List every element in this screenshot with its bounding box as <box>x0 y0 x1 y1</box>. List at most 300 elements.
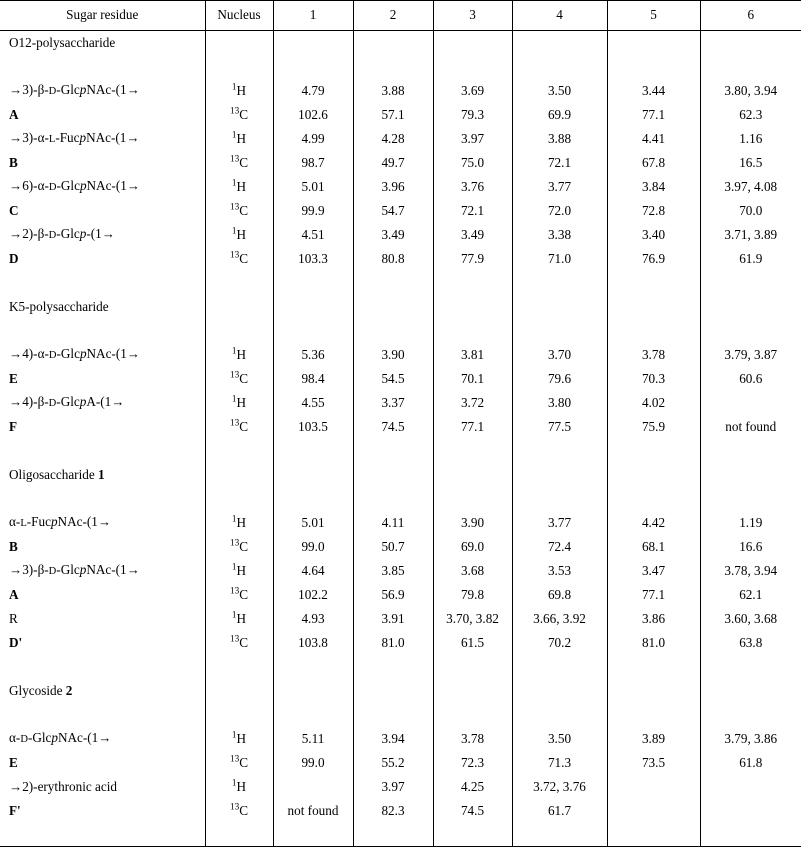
shift-value-position-6: not found <box>700 415 801 439</box>
spacer-cell <box>700 655 801 679</box>
spacer-cell <box>433 487 512 511</box>
section-empty-cell <box>700 679 801 703</box>
shift-value-position-5: 81.0 <box>607 631 700 655</box>
spacer-cell <box>607 823 700 847</box>
shift-value-position-2: 4.28 <box>353 127 433 151</box>
shift-value-position-2: 74.5 <box>353 415 433 439</box>
nucleus-label: $^{13}$C <box>205 103 273 127</box>
shift-value-position-5: 72.8 <box>607 199 700 223</box>
spacer-cell <box>512 319 607 343</box>
spacer-cell <box>205 319 273 343</box>
residue-label: D' <box>9 634 23 650</box>
section-empty-cell <box>273 295 353 319</box>
table-row <box>0 367 801 391</box>
residue-label: →4)-α-D-GlcpNAc-(1→ <box>9 346 140 362</box>
shift-value-position-3: 3.49 <box>433 223 512 247</box>
spacer-cell <box>512 439 607 463</box>
spacer-cell <box>700 271 801 295</box>
shift-value-position-6: 3.60, 3.68 <box>700 607 801 631</box>
nucleus-label: $^1$H <box>205 79 273 103</box>
table-row <box>0 583 801 607</box>
shift-value-position-2: 55.2 <box>353 751 433 775</box>
spacer-cell <box>273 655 353 679</box>
spacer-cell <box>607 439 700 463</box>
shift-value-position-3: 72.3 <box>433 751 512 775</box>
shift-value-position-1: 5.36 <box>273 343 353 367</box>
shift-value-position-1: 99.0 <box>273 751 353 775</box>
section-empty-cell <box>607 31 700 55</box>
table-row <box>0 127 801 151</box>
section-empty-cell <box>205 679 273 703</box>
shift-value-position-2: 3.97 <box>353 775 433 799</box>
shift-value-position-4: 3.53 <box>512 559 607 583</box>
nucleus-label: $^1$H <box>205 127 273 151</box>
section-empty-cell <box>353 295 433 319</box>
residue-label: A <box>9 106 19 122</box>
shift-value-position-3: 3.90 <box>433 511 512 535</box>
shift-value-position-1: 98.7 <box>273 151 353 175</box>
section-title: Oligosaccharide 1 <box>9 466 105 482</box>
spacer-cell <box>433 823 512 847</box>
spacer-cell <box>512 703 607 727</box>
shift-value-position-3: 61.5 <box>433 631 512 655</box>
section-header-row <box>0 31 801 55</box>
column-header-position-5: 5 <box>607 1 700 31</box>
column-header-position-6: 6 <box>700 1 801 31</box>
shift-value-position-3: 3.78 <box>433 727 512 751</box>
spacer-cell <box>512 655 607 679</box>
shift-value-position-4: 72.0 <box>512 199 607 223</box>
header-row <box>0 1 801 31</box>
column-header-position-3: 3 <box>433 1 512 31</box>
table-row <box>0 79 801 103</box>
section-empty-cell <box>607 295 700 319</box>
residue-label: →4)-β-D-GlcpA-(1→ <box>9 394 125 410</box>
spacer-row <box>0 439 801 463</box>
spacer-cell <box>512 823 607 847</box>
shift-value-position-5: 3.86 <box>607 607 700 631</box>
table-row <box>0 175 801 199</box>
shift-value-position-4: 3.50 <box>512 79 607 103</box>
shift-value-position-1: not found <box>273 799 353 823</box>
shift-value-position-1: 4.64 <box>273 559 353 583</box>
spacer-cell <box>607 271 700 295</box>
shift-value-position-5: 68.1 <box>607 535 700 559</box>
section-empty-cell <box>273 463 353 487</box>
shift-value-position-6: 3.71, 3.89 <box>700 223 801 247</box>
nucleus-label: $^1$H <box>205 175 273 199</box>
residue-label: E <box>9 754 18 770</box>
section-title: Glycoside 2 <box>9 682 73 698</box>
spacer-cell <box>205 439 273 463</box>
spacer-cell <box>205 55 273 79</box>
shift-value-position-2: 3.88 <box>353 79 433 103</box>
shift-value-position-5: 4.41 <box>607 127 700 151</box>
table-row <box>0 799 801 823</box>
shift-value-position-3: 72.1 <box>433 199 512 223</box>
shift-value-position-3: 3.72 <box>433 391 512 415</box>
spacer-cell <box>700 55 801 79</box>
spacer-cell <box>273 439 353 463</box>
shift-value-position-2: 57.1 <box>353 103 433 127</box>
nucleus-label: $^1$H <box>205 391 273 415</box>
shift-value-position-3: 3.81 <box>433 343 512 367</box>
shift-value-position-5: 75.9 <box>607 415 700 439</box>
spacer-row <box>0 319 801 343</box>
shift-value-position-6: 70.0 <box>700 199 801 223</box>
shift-value-position-2: 56.9 <box>353 583 433 607</box>
spacer-cell <box>433 439 512 463</box>
table-row <box>0 727 801 751</box>
residue-label: →3)-β-D-GlcpNAc-(1→ <box>9 82 140 98</box>
shift-value-position-6 <box>700 391 801 415</box>
table-header <box>0 1 801 31</box>
spacer-cell <box>433 55 512 79</box>
shift-value-position-2: 49.7 <box>353 151 433 175</box>
shift-value-position-3: 77.9 <box>433 247 512 271</box>
shift-value-position-4: 3.88 <box>512 127 607 151</box>
shift-value-position-1: 103.5 <box>273 415 353 439</box>
section-empty-cell <box>512 463 607 487</box>
section-empty-cell <box>512 31 607 55</box>
table-row <box>0 511 801 535</box>
spacer-row <box>0 655 801 679</box>
shift-value-position-1: 5.11 <box>273 727 353 751</box>
shift-value-position-3: 3.76 <box>433 175 512 199</box>
shift-value-position-4: 71.3 <box>512 751 607 775</box>
column-header-position-4: 4 <box>512 1 607 31</box>
table-row <box>0 343 801 367</box>
column-header-position-1: 1 <box>273 1 353 31</box>
shift-value-position-4: 3.66, 3.92 <box>512 607 607 631</box>
shift-value-position-6: 1.16 <box>700 127 801 151</box>
section-empty-cell <box>607 463 700 487</box>
spacer-cell <box>353 823 433 847</box>
shift-value-position-5: 3.89 <box>607 727 700 751</box>
table-row <box>0 103 801 127</box>
shift-value-position-3: 3.69 <box>433 79 512 103</box>
table-row <box>0 415 801 439</box>
spacer-row <box>0 55 801 79</box>
shift-value-position-3: 75.0 <box>433 151 512 175</box>
section-empty-cell <box>607 679 700 703</box>
shift-value-position-1: 103.3 <box>273 247 353 271</box>
nucleus-label: $^1$H <box>205 775 273 799</box>
section-empty-cell <box>433 31 512 55</box>
nucleus-label: $^1$H <box>205 559 273 583</box>
spacer-cell <box>0 271 205 295</box>
residue-label: →6)-α-D-GlcpNAc-(1→ <box>9 178 140 194</box>
section-empty-cell <box>433 679 512 703</box>
shift-value-position-2: 50.7 <box>353 535 433 559</box>
shift-value-position-6: 3.79, 3.87 <box>700 343 801 367</box>
spacer-cell <box>205 271 273 295</box>
section-empty-cell <box>700 295 801 319</box>
spacer-cell <box>607 55 700 79</box>
spacer-cell <box>205 487 273 511</box>
section-empty-cell <box>353 679 433 703</box>
spacer-cell <box>353 319 433 343</box>
spacer-cell <box>0 655 205 679</box>
spacer-cell <box>0 487 205 511</box>
shift-value-position-4: 77.5 <box>512 415 607 439</box>
shift-value-position-5: 3.47 <box>607 559 700 583</box>
shift-value-position-1 <box>273 775 353 799</box>
shift-value-position-3: 74.5 <box>433 799 512 823</box>
shift-value-position-2: 54.5 <box>353 367 433 391</box>
residue-label: α-L-FucpNAc-(1→ <box>9 514 112 530</box>
spacer-cell <box>433 271 512 295</box>
shift-value-position-6: 3.80, 3.94 <box>700 79 801 103</box>
shift-value-position-5: 77.1 <box>607 103 700 127</box>
shift-value-position-1: 4.79 <box>273 79 353 103</box>
section-empty-cell <box>353 463 433 487</box>
nucleus-label: $^{13}$C <box>205 751 273 775</box>
shift-value-position-2: 80.8 <box>353 247 433 271</box>
section-empty-cell <box>273 31 353 55</box>
shift-value-position-6: 63.8 <box>700 631 801 655</box>
shift-value-position-3: 79.3 <box>433 103 512 127</box>
shift-value-position-5 <box>607 799 700 823</box>
spacer-cell <box>273 271 353 295</box>
spacer-cell <box>273 703 353 727</box>
shift-value-position-6: 62.3 <box>700 103 801 127</box>
table-body <box>0 31 801 847</box>
spacer-cell <box>273 55 353 79</box>
residue-label: E <box>9 370 18 386</box>
nucleus-label: $^{13}$C <box>205 415 273 439</box>
spacer-cell <box>607 703 700 727</box>
residue-label: R <box>9 610 18 626</box>
table-row <box>0 391 801 415</box>
shift-value-position-1: 102.6 <box>273 103 353 127</box>
shift-value-position-2: 3.49 <box>353 223 433 247</box>
shift-value-position-6: 60.6 <box>700 367 801 391</box>
spacer-cell <box>0 703 205 727</box>
section-empty-cell <box>433 295 512 319</box>
shift-value-position-6 <box>700 775 801 799</box>
spacer-cell <box>353 439 433 463</box>
spacer-cell <box>700 319 801 343</box>
nucleus-label: $^{13}$C <box>205 583 273 607</box>
nucleus-label: $^{13}$C <box>205 799 273 823</box>
shift-value-position-2: 3.94 <box>353 727 433 751</box>
residue-label: C <box>9 202 19 218</box>
shift-value-position-4: 3.72, 3.76 <box>512 775 607 799</box>
table-row <box>0 247 801 271</box>
shift-value-position-5: 4.42 <box>607 511 700 535</box>
spacer-cell <box>353 271 433 295</box>
spacer-cell <box>700 823 801 847</box>
shift-value-position-5: 3.84 <box>607 175 700 199</box>
shift-value-position-4: 70.2 <box>512 631 607 655</box>
spacer-cell <box>205 703 273 727</box>
shift-value-position-4: 3.77 <box>512 175 607 199</box>
shift-value-position-1: 4.55 <box>273 391 353 415</box>
column-header-residue: Sugar residue <box>0 1 205 31</box>
shift-value-position-2: 3.96 <box>353 175 433 199</box>
shift-value-position-2: 3.91 <box>353 607 433 631</box>
shift-value-position-6: 3.78, 3.94 <box>700 559 801 583</box>
shift-value-position-4: 3.77 <box>512 511 607 535</box>
shift-value-position-6 <box>700 799 801 823</box>
shift-value-position-6: 1.19 <box>700 511 801 535</box>
residue-label: D <box>9 250 19 266</box>
spacer-row <box>0 823 801 847</box>
spacer-cell <box>353 703 433 727</box>
spacer-cell <box>700 487 801 511</box>
nucleus-label: $^1$H <box>205 727 273 751</box>
section-empty-cell <box>700 463 801 487</box>
spacer-cell <box>433 319 512 343</box>
spacer-cell <box>205 823 273 847</box>
table-row <box>0 535 801 559</box>
shift-value-position-4: 79.6 <box>512 367 607 391</box>
section-empty-cell <box>273 679 353 703</box>
section-empty-cell <box>205 295 273 319</box>
shift-value-position-4: 71.0 <box>512 247 607 271</box>
shift-value-position-5: 67.8 <box>607 151 700 175</box>
shift-value-position-1: 4.51 <box>273 223 353 247</box>
shift-value-position-4: 61.7 <box>512 799 607 823</box>
spacer-cell <box>700 703 801 727</box>
shift-value-position-3: 79.8 <box>433 583 512 607</box>
shift-value-position-2: 3.90 <box>353 343 433 367</box>
spacer-cell <box>273 823 353 847</box>
shift-value-position-6: 61.9 <box>700 247 801 271</box>
table-row <box>0 607 801 631</box>
column-header-position-2: 2 <box>353 1 433 31</box>
shift-value-position-6: 3.97, 4.08 <box>700 175 801 199</box>
shift-value-position-1: 4.99 <box>273 127 353 151</box>
spacer-cell <box>607 655 700 679</box>
spacer-cell <box>0 55 205 79</box>
nucleus-label: $^1$H <box>205 607 273 631</box>
section-empty-cell <box>700 31 801 55</box>
shift-value-position-5: 3.78 <box>607 343 700 367</box>
section-empty-cell <box>205 31 273 55</box>
spacer-cell <box>512 55 607 79</box>
shift-value-position-6: 16.5 <box>700 151 801 175</box>
shift-value-position-6: 3.79, 3.86 <box>700 727 801 751</box>
spacer-cell <box>433 655 512 679</box>
shift-value-position-2: 4.11 <box>353 511 433 535</box>
spacer-cell <box>512 487 607 511</box>
shift-value-position-4: 3.80 <box>512 391 607 415</box>
shift-value-position-4: 3.50 <box>512 727 607 751</box>
spacer-cell <box>0 439 205 463</box>
shift-value-position-4: 3.70 <box>512 343 607 367</box>
shift-value-position-2: 82.3 <box>353 799 433 823</box>
column-header-nucleus: Nucleus <box>205 1 273 31</box>
residue-label: F <box>9 418 18 434</box>
shift-value-position-3: 69.0 <box>433 535 512 559</box>
nucleus-label: $^{13}$C <box>205 247 273 271</box>
shift-value-position-5: 4.02 <box>607 391 700 415</box>
shift-value-position-5: 76.9 <box>607 247 700 271</box>
section-empty-cell <box>512 679 607 703</box>
nucleus-label: $^{13}$C <box>205 151 273 175</box>
table-row <box>0 151 801 175</box>
shift-value-position-1: 5.01 <box>273 511 353 535</box>
shift-value-position-4: 69.8 <box>512 583 607 607</box>
table-row <box>0 559 801 583</box>
spacer-cell <box>353 655 433 679</box>
section-empty-cell <box>512 295 607 319</box>
residue-label: B <box>9 154 18 170</box>
spacer-cell <box>607 487 700 511</box>
nucleus-label: $^1$H <box>205 511 273 535</box>
shift-value-position-1: 99.9 <box>273 199 353 223</box>
shift-value-position-1: 102.2 <box>273 583 353 607</box>
nucleus-label: $^1$H <box>205 343 273 367</box>
shift-value-position-5: 70.3 <box>607 367 700 391</box>
shift-value-position-4: 72.1 <box>512 151 607 175</box>
section-empty-cell <box>353 31 433 55</box>
spacer-row <box>0 487 801 511</box>
spacer-cell <box>273 319 353 343</box>
shift-value-position-2: 3.85 <box>353 559 433 583</box>
shift-value-position-5 <box>607 775 700 799</box>
shift-value-position-2: 3.37 <box>353 391 433 415</box>
section-header-row <box>0 295 801 319</box>
table-row <box>0 199 801 223</box>
nucleus-label: $^{13}$C <box>205 535 273 559</box>
shift-value-position-3: 70.1 <box>433 367 512 391</box>
spacer-cell <box>512 271 607 295</box>
residue-label: F' <box>9 802 21 818</box>
section-title: O12-polysaccharide <box>9 35 116 51</box>
spacer-cell <box>700 439 801 463</box>
residue-label: B <box>9 538 18 554</box>
spacer-row <box>0 271 801 295</box>
table-row <box>0 775 801 799</box>
nucleus-label: $^{13}$C <box>205 367 273 391</box>
shift-value-position-6: 62.1 <box>700 583 801 607</box>
shift-value-position-6: 61.8 <box>700 751 801 775</box>
residue-label: →3)-α-L-FucpNAc-(1→ <box>9 130 140 146</box>
shift-value-position-3: 3.68 <box>433 559 512 583</box>
shift-value-position-3: 77.1 <box>433 415 512 439</box>
spacer-cell <box>353 487 433 511</box>
residue-label: →2)-erythronic acid <box>9 778 118 794</box>
residue-label: →3)-β-D-GlcpNAc-(1→ <box>9 562 140 578</box>
section-title: K5-polysaccharide <box>9 298 109 314</box>
spacer-cell <box>205 655 273 679</box>
spacer-cell <box>607 319 700 343</box>
residue-label: A <box>9 586 19 602</box>
section-empty-cell <box>205 463 273 487</box>
section-header-row <box>0 679 801 703</box>
shift-value-position-5: 73.5 <box>607 751 700 775</box>
spacer-cell <box>353 55 433 79</box>
shift-value-position-5: 77.1 <box>607 583 700 607</box>
shift-value-position-6: 16.6 <box>700 535 801 559</box>
section-header-row <box>0 463 801 487</box>
nucleus-label: $^1$H <box>205 223 273 247</box>
shift-value-position-4: 72.4 <box>512 535 607 559</box>
shift-value-position-3: 3.70, 3.82 <box>433 607 512 631</box>
shift-value-position-2: 54.7 <box>353 199 433 223</box>
spacer-cell <box>433 703 512 727</box>
shift-value-position-1: 103.8 <box>273 631 353 655</box>
table-row <box>0 631 801 655</box>
nucleus-label: $^{13}$C <box>205 631 273 655</box>
shift-value-position-5: 3.40 <box>607 223 700 247</box>
shift-value-position-1: 99.0 <box>273 535 353 559</box>
residue-label: →2)-β-D-Glcp-(1→ <box>9 226 115 242</box>
shift-value-position-1: 4.93 <box>273 607 353 631</box>
